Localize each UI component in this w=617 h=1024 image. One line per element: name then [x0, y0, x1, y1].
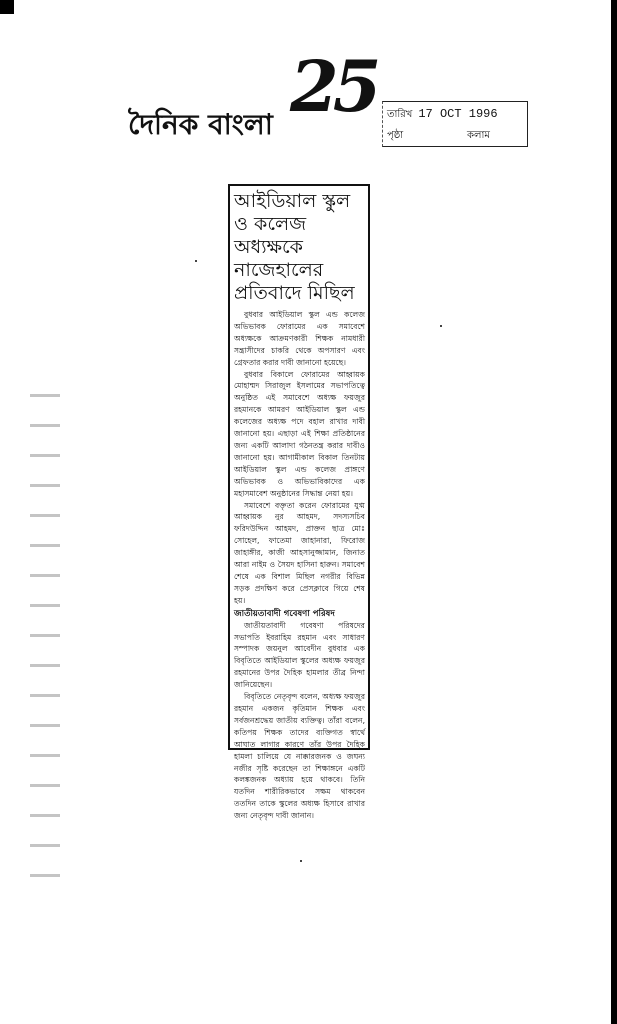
date-label: তারিখ: [387, 109, 413, 120]
date-stamp: [382, 101, 528, 147]
article-headline: আইডিয়াল স্কুল ও কলেজ অধ্যক্ষকে নাজেহালের প্রতিবাদে মিছিল: [234, 190, 355, 304]
article-paragraph: বুধবার আইডিয়াল স্কুল এন্ড কলেজ অভিভাবক ফোরামের এক সমাবেশে অধ্যক্ষকে আক্রমণকারী শিক্ষক নামধারী সন্ত্রাসীদের চাকরি থেকে অপসারণ এবং গ্রেফতার করার দাবী জানানো হয়েছে।: [234, 310, 365, 367]
scan-speck: [195, 260, 197, 262]
article-paragraph: সমাবেশে বক্তৃতা করেন ফোরামের যুগ্ম আহ্বায়ক নুর আহমদ, সদস্যসচিব ফরিদউদ্দিন আহমদ, প্রাক্তন ছাত্র মোঃ সোহেল, ফাতেমা জাহানারা, ফিরোজ জাহাঙ্গীর, কাজী আহসানুজ্জামান, জিনাত আরা নাইম ও সৈয়দ হাসিনা হারুন। সমাবেশ শেষে এক বিশাল মিছিল নগরীর বিভিন্ন সড়ক প্রদক্ষিণ করে প্রেসক্লাবে গিয়ে শেষ হয়।: [234, 500, 365, 605]
column-label: কলাম: [467, 130, 490, 141]
scan-corner-mark: [0, 0, 14, 14]
stamp-date: 17 OCT 1996: [418, 107, 498, 121]
article-body: [234, 309, 365, 822]
scan-speck: [440, 325, 442, 327]
newspaper-masthead: দৈনিক বাংলা: [128, 108, 273, 141]
article-paragraph: বুধবার বিকালে ফোরামের আহ্বায়ক মোহাম্মদ সিরাজুল ইসলামের সভাপতিত্বে অনুষ্ঠিত এই সমাবেশে অধ্যক্ষ ফয়জুর রহমানকে আমরণ আইডিয়াল স্কুল এন্ড কলেজের অধ্যক্ষ পদে বহাল রাখার দাবী জানানো হয়। এছাড়া এই শিক্ষা প্রতিষ্ঠানের জন্য একটি আলাদা গঠনতন্ত্র করার দাবীও জানানো হয়। আগামীকাল বিকাল তিনটায় আইডিয়াল স্কুল এন্ড কলেজ প্রাঙ্গণে অভিভাবক ও অভিভাবিকাদের এক মহাসমাবেশ অনুষ্ঠানের সিদ্ধান্ত নেয়া হয়।: [234, 369, 365, 498]
news-article: [228, 184, 370, 821]
page-label: পৃষ্ঠা: [387, 130, 404, 141]
handwritten-number: 25: [290, 45, 376, 128]
margin-scan-marks: [30, 380, 60, 880]
scan-edge: [611, 0, 617, 1024]
scan-speck: [300, 860, 302, 862]
article-paragraph: বিবৃতিতে নেতৃবৃন্দ বলেন, অধ্যক্ষ ফয়জুর রহমান একজন কৃতিমান শিক্ষক এবং সর্বজনশ্রদ্ধেয় জাতীয় ব্যক্তিত্ব। তাঁরা বলেন, কতিপয় শিক্ষক তাদের ব্যক্তিগত স্বার্থে আঘাত লাগার কারণে তাঁর উপর দৈহিক হামলা চালিয়ে যে নাক্কারজনক ও জঘন্য নজীর সৃষ্টি করেছেন তা শিক্ষাঙ্গনে একটি কলঙ্কজনক অধ্যায় হয়ে থাকবে। তিনি যতদিন শারীরিকভাবে সক্ষম থাকবেন ততদিন তাকে স্কুলের অধ্যক্ষ হিসাবে রাখার জন্য নেতৃবৃন্দ দাবী জানান।: [234, 692, 365, 821]
article-paragraph: জাতীয়তাবাদী গবেষণা পরিষদের সভাপতি ইবরাহিম রহমান এবং সাধারণ সম্পাদক জয়নুল আবেদীন বুধবার এক বিবৃতিতে আইডিয়াল স্কুলের অধ্যক্ষ ফয়জুর রহমানের উপর দৈহিক হামলার তীব্র নিন্দা জানিয়েছেন।: [234, 620, 365, 690]
article-subheading: জাতীয়তাবাদী গবেষণা পরিষদ: [234, 608, 335, 619]
